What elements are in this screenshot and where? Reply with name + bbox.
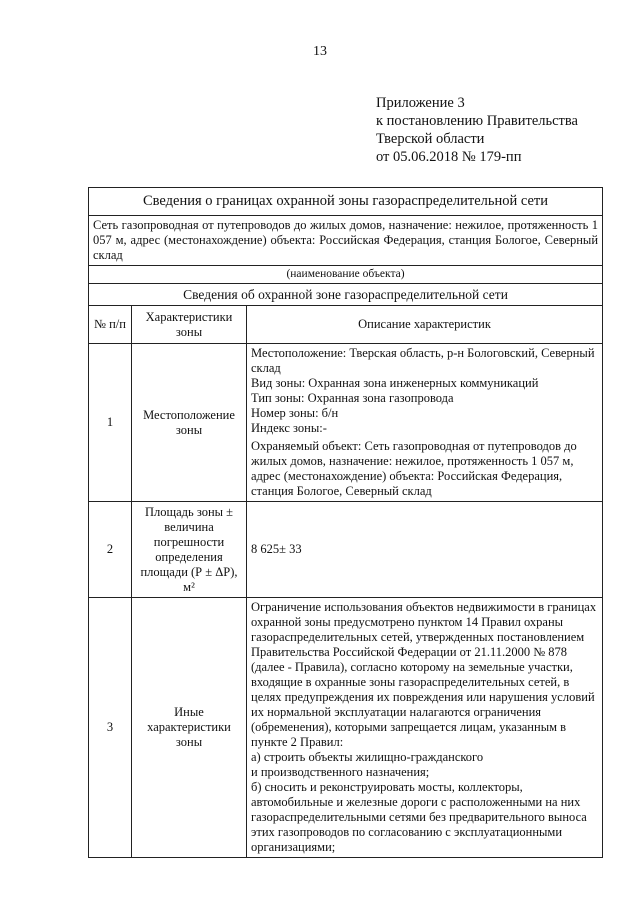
row-num: 1 bbox=[89, 344, 132, 502]
row-num: 3 bbox=[89, 598, 132, 858]
section-title-row bbox=[89, 284, 603, 306]
description-line: Охраняемый объект: Сеть газопроводная от путепроводов до жилых домов, назначение: нежилое, протяженность 1 057 м, адрес (местонахождение) объекта: Российская Федерация, станция Бологое, Северный склад bbox=[251, 439, 577, 498]
zone-info-table bbox=[88, 187, 603, 858]
description-line: Индекс зоны:- bbox=[251, 421, 327, 435]
appendix-header bbox=[376, 94, 578, 166]
row-description bbox=[247, 598, 603, 858]
section-title: Сведения об охранной зоне газораспределительной сети bbox=[89, 284, 603, 306]
appendix-line: Приложение 3 bbox=[376, 95, 465, 111]
description-line: Вид зоны: Охранная зона инженерных коммуникаций bbox=[251, 376, 539, 390]
row-name: Площадь зоны ± величина погрешности определения площади (Р ± ΔР), м² bbox=[132, 502, 247, 598]
table-title: Сведения о границах охранной зоны газораспределительной сети bbox=[89, 188, 603, 216]
table-row bbox=[89, 598, 603, 858]
page-number: 13 bbox=[313, 44, 327, 59]
header-row bbox=[89, 306, 603, 344]
row-num: 2 bbox=[89, 502, 132, 598]
description-line: б) сносить и реконструировать мосты, коллекторы, автомобильные и железные дороги с расположенными на них газораспределительными сетями без предварительного выноса этих газопроводов по согласованию с эксплуатационными организациями; bbox=[251, 780, 587, 854]
header-characteristics: Характеристики зоны bbox=[132, 306, 247, 344]
object-caption-row bbox=[89, 266, 603, 284]
row-value: 8 625± 33 bbox=[247, 502, 603, 598]
description-line: Тип зоны: Охранная зона газопровода bbox=[251, 391, 454, 405]
description-line: Номер зоны: б/н bbox=[251, 406, 339, 420]
row-name: Местоположение зоны bbox=[132, 344, 247, 502]
description-line: Местоположение: Тверская область, р-н Бологовский, Северный склад bbox=[251, 346, 595, 375]
object-name-row bbox=[89, 216, 603, 266]
table-title-row bbox=[89, 188, 603, 216]
header-num: № п/п bbox=[89, 306, 132, 344]
object-caption: (наименование объекта) bbox=[89, 266, 603, 284]
description-line: и производственного назначения; bbox=[251, 765, 430, 779]
description-line: Ограничение использования объектов недвижимости в границах охранной зоны предусмотрено пунктом 14 Правил охраны газораспределительных сетей, утвержденных постановлением Правительства Российской Федерации от 21.11.2000 № 878 (далее - Правила), согласно которому на земельные участки, входящие в охранные зоны газораспределительных сетей, в целях предупреждения их повреждения или нарушения условий их нормальной эксплуатации налагаются ограничения (обременения), которыми запрещается лицам, указанным в пункте 2 Правил: bbox=[251, 600, 597, 749]
row-name: Иные характеристики зоны bbox=[132, 598, 247, 858]
header-description: Описание характеристик bbox=[247, 306, 603, 344]
appendix-line: Тверской области bbox=[376, 131, 485, 147]
table-row bbox=[89, 502, 603, 598]
appendix-line: от 05.06.2018 № 179-пп bbox=[376, 149, 522, 165]
description-line: а) строить объекты жилищно-гражданского bbox=[251, 750, 484, 764]
object-name: Сеть газопроводная от путепроводов до жилых домов, назначение: нежилое, протяженность 1 057 м, адрес (местонахождение) объекта: Российская Федерация, станция Бологое, Северный склад bbox=[89, 216, 603, 266]
appendix-line: к постановлению Правительства bbox=[376, 113, 578, 129]
row-description bbox=[247, 344, 603, 502]
table-row bbox=[89, 344, 603, 502]
